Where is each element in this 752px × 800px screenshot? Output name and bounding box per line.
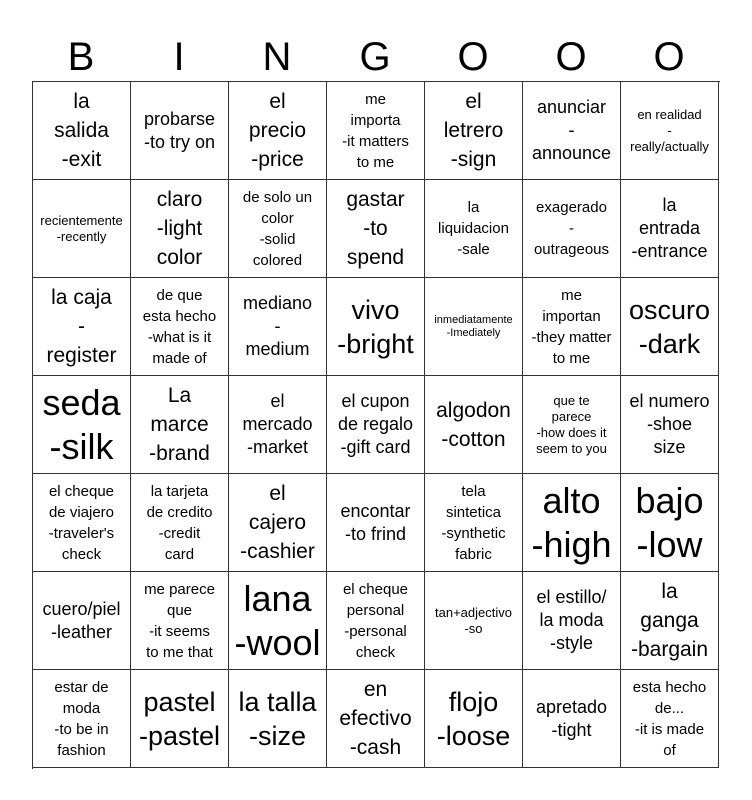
header-letter: B (67, 35, 95, 79)
bingo-cell-text: el letrero -sign (443, 90, 504, 171)
header-letter: O (555, 35, 587, 79)
bingo-cell-text: la tarjeta de credito -credit card (146, 482, 213, 563)
bingo-cell-text: tan+adjectivo -so (435, 604, 512, 636)
bingo-cell-text: recientemente -recently (40, 212, 123, 244)
bingo-card-grid (32, 81, 720, 769)
header-letter: G (359, 35, 391, 79)
bingo-cell-text: alto -high (531, 479, 612, 565)
bingo-cell-text: gastar -to spend (346, 188, 405, 269)
bingo-cell[interactable] (327, 670, 425, 768)
bingo-cell[interactable] (523, 278, 621, 376)
bingo-cell-text: el cajero -cashier (240, 482, 315, 563)
bingo-cell-text: el numero -shoe size (629, 391, 710, 457)
bingo-cell[interactable] (523, 474, 621, 572)
bingo-cell[interactable] (33, 180, 131, 278)
bingo-cell[interactable] (523, 180, 621, 278)
bingo-cell-text: lana -wool (234, 577, 321, 663)
bingo-cell[interactable] (229, 572, 327, 670)
bingo-cell-text: cuero/piel -leather (42, 598, 121, 642)
bingo-cell[interactable] (33, 82, 131, 180)
bingo-cell[interactable] (523, 670, 621, 768)
bingo-cell[interactable] (131, 180, 229, 278)
bingo-cell[interactable] (621, 376, 719, 474)
bingo-cell[interactable] (229, 376, 327, 474)
bingo-cell[interactable] (327, 278, 425, 376)
bingo-cell[interactable] (229, 474, 327, 572)
bingo-cell-text: algodon -cotton (436, 398, 511, 451)
bingo-header (32, 34, 718, 80)
bingo-cell-text: tela sintetica -synthetic fabric (441, 482, 506, 563)
bingo-cell[interactable] (327, 82, 425, 180)
bingo-cell-text: mediano - medium (242, 293, 313, 359)
bingo-cell-text: el mercado -market (242, 391, 313, 457)
bingo-cell[interactable] (229, 82, 327, 180)
bingo-cell-text: la caja - register (46, 286, 117, 367)
bingo-cell-text: claro -light color (156, 188, 203, 269)
bingo-cell-text: el cheque personal -personal check (342, 580, 409, 661)
bingo-cell[interactable] (621, 474, 719, 572)
bingo-cell[interactable] (523, 376, 621, 474)
bingo-cell[interactable] (621, 82, 719, 180)
bingo-cell-text: vivo -bright (337, 294, 414, 359)
bingo-cell[interactable] (425, 670, 523, 768)
bingo-cell-text: flojo -loose (436, 686, 511, 751)
bingo-cell[interactable] (425, 180, 523, 278)
bingo-cell[interactable] (425, 82, 523, 180)
bingo-cell-text: que te parece -how does it seem to you (536, 392, 607, 456)
bingo-cell-text: el cheque de viajero -traveler's check (48, 482, 115, 563)
header-letter: O (457, 35, 489, 79)
bingo-cell[interactable] (523, 572, 621, 670)
bingo-cell[interactable] (33, 572, 131, 670)
bingo-cell[interactable] (229, 278, 327, 376)
bingo-cell-text: de que esta hecho -what is it made of (142, 286, 217, 367)
bingo-cell-text: la entrada -entrance (631, 195, 708, 261)
bingo-cell[interactable] (621, 278, 719, 376)
bingo-cell-text: el cupon de regalo -gift card (337, 391, 414, 457)
bingo-cell-text: la talla -size (238, 686, 317, 751)
bingo-cell[interactable] (425, 376, 523, 474)
header-letter: N (262, 35, 292, 79)
bingo-cell[interactable] (621, 572, 719, 670)
header-letter: O (653, 35, 685, 79)
bingo-cell[interactable] (131, 376, 229, 474)
bingo-cell[interactable] (621, 180, 719, 278)
bingo-cell-text: me importa -it matters to me (342, 90, 409, 171)
bingo-cell-text: encontar -to frind (340, 500, 411, 544)
bingo-cell[interactable] (229, 180, 327, 278)
bingo-cell[interactable] (131, 474, 229, 572)
bingo-cell[interactable] (425, 278, 523, 376)
bingo-cell-text: me importan -they matter to me (531, 286, 612, 367)
bingo-cell[interactable] (327, 180, 425, 278)
bingo-cell[interactable] (33, 474, 131, 572)
bingo-cell[interactable] (131, 670, 229, 768)
bingo-cell[interactable] (131, 278, 229, 376)
bingo-cell[interactable] (327, 474, 425, 572)
bingo-cell-text: anunciar - announce (531, 97, 612, 163)
bingo-cell[interactable] (425, 474, 523, 572)
bingo-cell-text: la ganga -bargain (630, 580, 709, 661)
bingo-cell-text: el estillo/ la moda -style (536, 587, 607, 653)
bingo-cell[interactable] (33, 278, 131, 376)
bingo-cell-text: inmediatamente -Imediately (434, 313, 513, 339)
bingo-cell[interactable] (621, 670, 719, 768)
header-letter: I (173, 35, 185, 79)
bingo-cell-text: La marce -brand (149, 384, 210, 465)
bingo-cell[interactable] (33, 670, 131, 768)
bingo-cell-text: oscuro -dark (628, 294, 711, 359)
bingo-cell-text: estar de moda -to be in fashion (54, 678, 109, 759)
bingo-cell-text: me parece que -it seems to me that (144, 580, 215, 661)
bingo-cell-text: seda -silk (42, 381, 121, 467)
bingo-cell[interactable] (229, 670, 327, 768)
bingo-cell-text: de solo un color -solid colored (242, 188, 313, 269)
bingo-cell[interactable] (33, 376, 131, 474)
bingo-cell[interactable] (327, 572, 425, 670)
bingo-cell-text: probarse -to try on (143, 108, 216, 152)
bingo-cell[interactable] (523, 82, 621, 180)
bingo-cell-text: apretado -tight (535, 696, 608, 740)
bingo-cell-text: la salida -exit (54, 90, 109, 171)
bingo-cell[interactable] (131, 572, 229, 670)
bingo-cell-text: exagerado - outrageous (533, 199, 610, 258)
bingo-cell-text: el precio -price (248, 90, 307, 171)
bingo-cell[interactable] (425, 572, 523, 670)
bingo-cell[interactable] (327, 376, 425, 474)
bingo-cell-text: esta hecho de... -it is made of (632, 678, 707, 759)
bingo-cell-text: en efectivo -cash (339, 678, 412, 759)
bingo-cell-text: en realidad - really/actually (630, 106, 709, 154)
bingo-cell-text: la liquidacion -sale (438, 199, 509, 258)
bingo-cell-text: pastel -pastel (138, 686, 221, 751)
bingo-cell-text: bajo -low (635, 479, 704, 565)
bingo-cell[interactable] (131, 82, 229, 180)
